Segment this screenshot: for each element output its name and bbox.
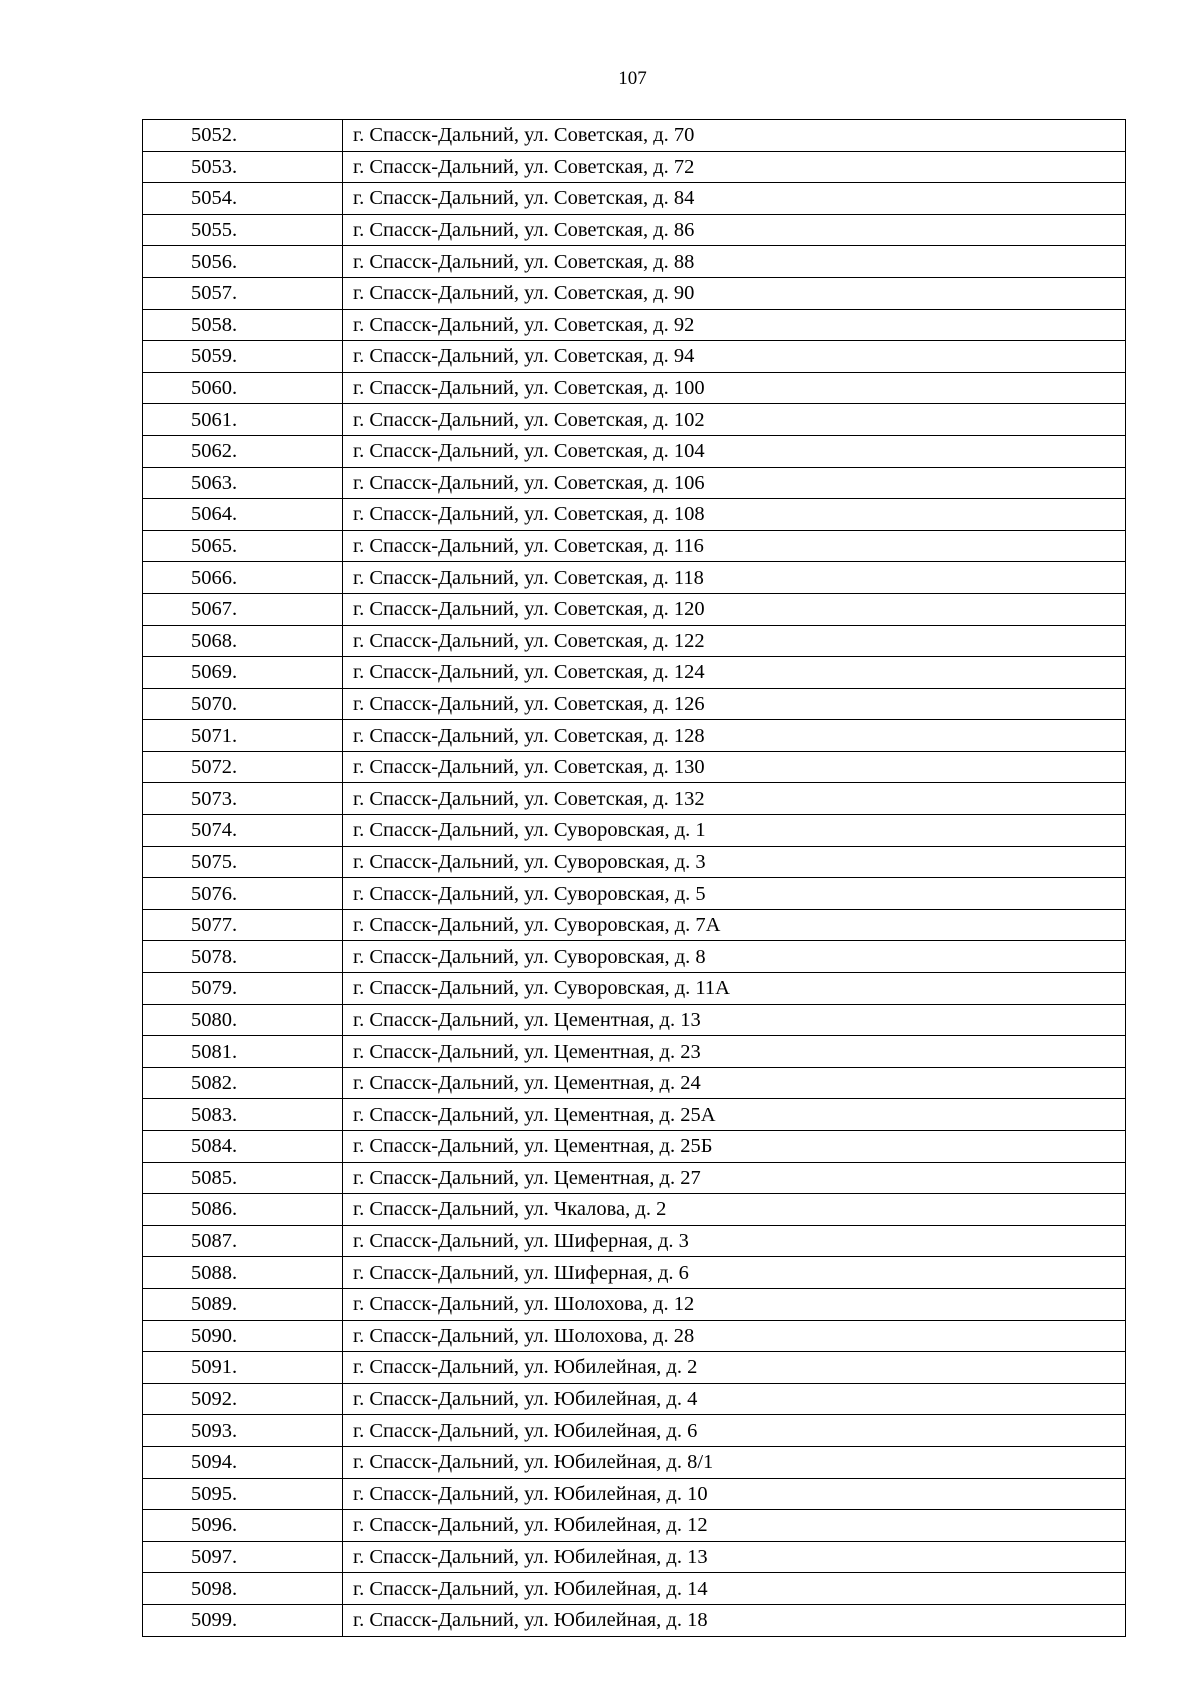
table-row bbox=[143, 941, 1126, 973]
row-number-cell: 5085. bbox=[143, 1162, 343, 1194]
table-row bbox=[143, 815, 1126, 847]
table-row bbox=[143, 151, 1126, 183]
address-cell: г. Спасск-Дальний, ул. Юбилейная, д. 13 bbox=[343, 1541, 1126, 1573]
table-row bbox=[143, 404, 1126, 436]
row-number-cell: 5055. bbox=[143, 214, 343, 246]
address-cell: г. Спасск-Дальний, ул. Советская, д. 84 bbox=[343, 183, 1126, 215]
table-row bbox=[143, 1288, 1126, 1320]
row-number-cell: 5070. bbox=[143, 688, 343, 720]
row-number-cell: 5068. bbox=[143, 625, 343, 657]
address-cell: г. Спасск-Дальний, ул. Советская, д. 122 bbox=[343, 625, 1126, 657]
row-number-cell: 5093. bbox=[143, 1415, 343, 1447]
address-cell: г. Спасск-Дальний, ул. Советская, д. 104 bbox=[343, 435, 1126, 467]
table-row bbox=[143, 1541, 1126, 1573]
table-row bbox=[143, 1257, 1126, 1289]
table-row bbox=[143, 625, 1126, 657]
table-row bbox=[143, 1320, 1126, 1352]
address-cell: г. Спасск-Дальний, ул. Шолохова, д. 28 bbox=[343, 1320, 1126, 1352]
row-number-cell: 5069. bbox=[143, 657, 343, 689]
table-row bbox=[143, 1478, 1126, 1510]
address-cell: г. Спасск-Дальний, ул. Чкалова, д. 2 bbox=[343, 1194, 1126, 1226]
address-cell: г. Спасск-Дальний, ул. Советская, д. 92 bbox=[343, 309, 1126, 341]
table-row bbox=[143, 1415, 1126, 1447]
address-cell: г. Спасск-Дальний, ул. Шиферная, д. 3 bbox=[343, 1225, 1126, 1257]
table-row bbox=[143, 372, 1126, 404]
page-number: 107 bbox=[618, 68, 647, 89]
address-cell: г. Спасск-Дальний, ул. Суворовская, д. 5 bbox=[343, 878, 1126, 910]
address-cell: г. Спасск-Дальний, ул. Советская, д. 108 bbox=[343, 499, 1126, 531]
table-row bbox=[143, 309, 1126, 341]
address-cell: г. Спасск-Дальний, ул. Советская, д. 88 bbox=[343, 246, 1126, 278]
row-number-cell: 5079. bbox=[143, 973, 343, 1005]
table-row bbox=[143, 246, 1126, 278]
row-number-cell: 5065. bbox=[143, 530, 343, 562]
row-number-cell: 5088. bbox=[143, 1257, 343, 1289]
address-cell: г. Спасск-Дальний, ул. Советская, д. 130 bbox=[343, 751, 1126, 783]
table-row bbox=[143, 1194, 1126, 1226]
address-cell: г. Спасск-Дальний, ул. Советская, д. 72 bbox=[343, 151, 1126, 183]
table-row bbox=[143, 1352, 1126, 1384]
row-number-cell: 5053. bbox=[143, 151, 343, 183]
address-cell: г. Спасск-Дальний, ул. Цементная, д. 23 bbox=[343, 1036, 1126, 1068]
table-row bbox=[143, 1067, 1126, 1099]
address-cell: г. Спасск-Дальний, ул. Суворовская, д. 7А bbox=[343, 909, 1126, 941]
row-number-cell: 5094. bbox=[143, 1446, 343, 1478]
address-cell: г. Спасск-Дальний, ул. Цементная, д. 13 bbox=[343, 1004, 1126, 1036]
row-number-cell: 5072. bbox=[143, 751, 343, 783]
address-cell: г. Спасск-Дальний, ул. Юбилейная, д. 18 bbox=[343, 1604, 1126, 1636]
address-cell: г. Спасск-Дальний, ул. Юбилейная, д. 8/1 bbox=[343, 1446, 1126, 1478]
row-number-cell: 5092. bbox=[143, 1383, 343, 1415]
table-row bbox=[143, 1383, 1126, 1415]
table-row bbox=[143, 214, 1126, 246]
table-row bbox=[143, 277, 1126, 309]
table-row bbox=[143, 1446, 1126, 1478]
table-row bbox=[143, 783, 1126, 815]
address-cell: г. Спасск-Дальний, ул. Советская, д. 106 bbox=[343, 467, 1126, 499]
row-number-cell: 5077. bbox=[143, 909, 343, 941]
address-cell: г. Спасск-Дальний, ул. Советская, д. 116 bbox=[343, 530, 1126, 562]
table-row bbox=[143, 183, 1126, 215]
address-cell: г. Спасск-Дальний, ул. Цементная, д. 25Б bbox=[343, 1131, 1126, 1163]
row-number-cell: 5067. bbox=[143, 593, 343, 625]
table-row bbox=[143, 341, 1126, 373]
table-row bbox=[143, 530, 1126, 562]
row-number-cell: 5091. bbox=[143, 1352, 343, 1384]
table-row bbox=[143, 499, 1126, 531]
row-number-cell: 5075. bbox=[143, 846, 343, 878]
table-row bbox=[143, 467, 1126, 499]
address-cell: г. Спасск-Дальний, ул. Юбилейная, д. 14 bbox=[343, 1573, 1126, 1605]
address-cell: г. Спасск-Дальний, ул. Юбилейная, д. 10 bbox=[343, 1478, 1126, 1510]
address-cell: г. Спасск-Дальний, ул. Советская, д. 126 bbox=[343, 688, 1126, 720]
address-cell: г. Спасск-Дальний, ул. Шиферная, д. 6 bbox=[343, 1257, 1126, 1289]
row-number-cell: 5058. bbox=[143, 309, 343, 341]
address-cell: г. Спасск-Дальний, ул. Советская, д. 94 bbox=[343, 341, 1126, 373]
row-number-cell: 5080. bbox=[143, 1004, 343, 1036]
row-number-cell: 5097. bbox=[143, 1541, 343, 1573]
address-cell: г. Спасск-Дальний, ул. Цементная, д. 25А bbox=[343, 1099, 1126, 1131]
row-number-cell: 5059. bbox=[143, 341, 343, 373]
table-row bbox=[143, 878, 1126, 910]
address-cell: г. Спасск-Дальний, ул. Советская, д. 120 bbox=[343, 593, 1126, 625]
table-row bbox=[143, 1036, 1126, 1068]
address-cell: г. Спасск-Дальний, ул. Шолохова, д. 12 bbox=[343, 1288, 1126, 1320]
row-number-cell: 5084. bbox=[143, 1131, 343, 1163]
table-row bbox=[143, 846, 1126, 878]
address-cell: г. Спасск-Дальний, ул. Юбилейная, д. 2 bbox=[343, 1352, 1126, 1384]
table-row bbox=[143, 1162, 1126, 1194]
table-row bbox=[143, 1004, 1126, 1036]
address-cell: г. Спасск-Дальний, ул. Юбилейная, д. 4 bbox=[343, 1383, 1126, 1415]
table-row bbox=[143, 973, 1126, 1005]
row-number-cell: 5063. bbox=[143, 467, 343, 499]
address-cell: г. Спасск-Дальний, ул. Советская, д. 118 bbox=[343, 562, 1126, 594]
address-cell: г. Спасск-Дальний, ул. Юбилейная, д. 6 bbox=[343, 1415, 1126, 1447]
table-row bbox=[143, 1225, 1126, 1257]
table-row bbox=[143, 1573, 1126, 1605]
table-row bbox=[143, 562, 1126, 594]
address-cell: г. Спасск-Дальний, ул. Советская, д. 128 bbox=[343, 720, 1126, 752]
row-number-cell: 5083. bbox=[143, 1099, 343, 1131]
table-row bbox=[143, 1604, 1126, 1636]
row-number-cell: 5054. bbox=[143, 183, 343, 215]
row-number-cell: 5057. bbox=[143, 277, 343, 309]
row-number-cell: 5076. bbox=[143, 878, 343, 910]
table-row bbox=[143, 720, 1126, 752]
address-table bbox=[142, 119, 1126, 1637]
table-row bbox=[143, 1099, 1126, 1131]
table-row bbox=[143, 688, 1126, 720]
table-row bbox=[143, 1131, 1126, 1163]
address-cell: г. Спасск-Дальний, ул. Советская, д. 90 bbox=[343, 277, 1126, 309]
address-cell: г. Спасск-Дальний, ул. Советская, д. 102 bbox=[343, 404, 1126, 436]
row-number-cell: 5064. bbox=[143, 499, 343, 531]
row-number-cell: 5087. bbox=[143, 1225, 343, 1257]
address-cell: г. Спасск-Дальний, ул. Советская, д. 124 bbox=[343, 657, 1126, 689]
table-row bbox=[143, 593, 1126, 625]
address-cell: г. Спасск-Дальний, ул. Суворовская, д. 1 bbox=[343, 815, 1126, 847]
row-number-cell: 5062. bbox=[143, 435, 343, 467]
row-number-cell: 5081. bbox=[143, 1036, 343, 1068]
address-cell: г. Спасск-Дальний, ул. Цементная, д. 24 bbox=[343, 1067, 1126, 1099]
row-number-cell: 5082. bbox=[143, 1067, 343, 1099]
row-number-cell: 5098. bbox=[143, 1573, 343, 1605]
address-cell: г. Спасск-Дальний, ул. Цементная, д. 27 bbox=[343, 1162, 1126, 1194]
address-cell: г. Спасск-Дальний, ул. Суворовская, д. 8 bbox=[343, 941, 1126, 973]
address-cell: г. Спасск-Дальний, ул. Суворовская, д. 3 bbox=[343, 846, 1126, 878]
table-row bbox=[143, 751, 1126, 783]
address-cell: г. Спасск-Дальний, ул. Суворовская, д. 11А bbox=[343, 973, 1126, 1005]
row-number-cell: 5078. bbox=[143, 941, 343, 973]
row-number-cell: 5056. bbox=[143, 246, 343, 278]
table-row bbox=[143, 1510, 1126, 1542]
row-number-cell: 5066. bbox=[143, 562, 343, 594]
address-cell: г. Спасск-Дальний, ул. Советская, д. 100 bbox=[343, 372, 1126, 404]
row-number-cell: 5074. bbox=[143, 815, 343, 847]
row-number-cell: 5095. bbox=[143, 1478, 343, 1510]
row-number-cell: 5060. bbox=[143, 372, 343, 404]
table-row bbox=[143, 657, 1126, 689]
row-number-cell: 5061. bbox=[143, 404, 343, 436]
row-number-cell: 5071. bbox=[143, 720, 343, 752]
row-number-cell: 5052. bbox=[143, 120, 343, 152]
table-row bbox=[143, 909, 1126, 941]
address-cell: г. Спасск-Дальний, ул. Юбилейная, д. 12 bbox=[343, 1510, 1126, 1542]
address-cell: г. Спасск-Дальний, ул. Советская, д. 132 bbox=[343, 783, 1126, 815]
table-row bbox=[143, 435, 1126, 467]
table-body bbox=[143, 120, 1126, 1637]
row-number-cell: 5086. bbox=[143, 1194, 343, 1226]
row-number-cell: 5096. bbox=[143, 1510, 343, 1542]
row-number-cell: 5099. bbox=[143, 1604, 343, 1636]
row-number-cell: 5089. bbox=[143, 1288, 343, 1320]
table-row bbox=[143, 120, 1126, 152]
address-cell: г. Спасск-Дальний, ул. Советская, д. 70 bbox=[343, 120, 1126, 152]
row-number-cell: 5073. bbox=[143, 783, 343, 815]
address-cell: г. Спасск-Дальний, ул. Советская, д. 86 bbox=[343, 214, 1126, 246]
row-number-cell: 5090. bbox=[143, 1320, 343, 1352]
